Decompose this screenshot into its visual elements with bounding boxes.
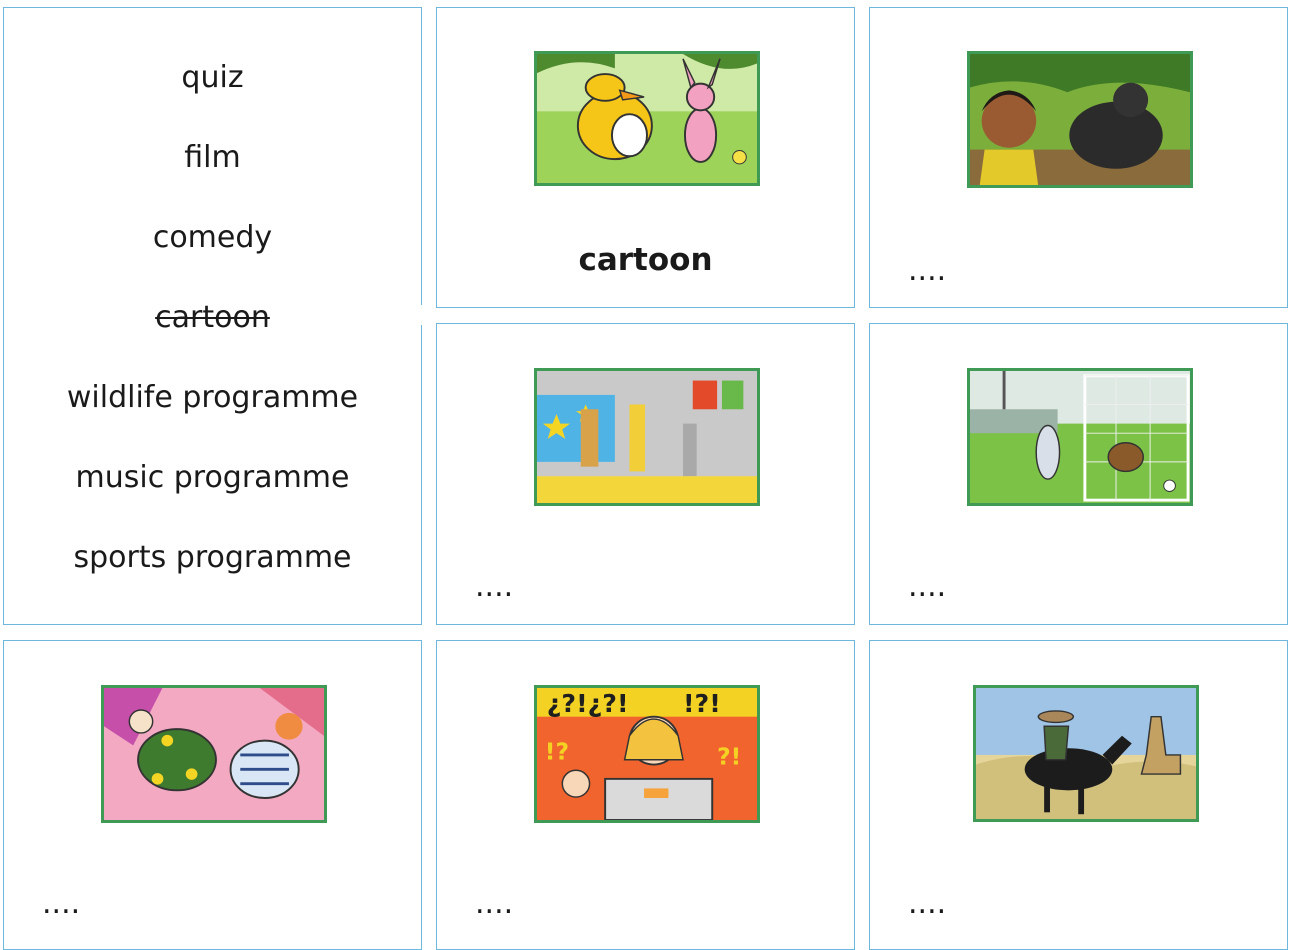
sports-picture (967, 368, 1193, 506)
answer-blank[interactable]: .... (908, 886, 947, 921)
word-bank-item: comedy (152, 220, 273, 255)
answer-blank[interactable]: .... (42, 886, 81, 921)
word-bank-item: sports programme (73, 540, 352, 575)
music-picture (534, 368, 760, 506)
word-bank-item: wildlife programme (66, 380, 359, 415)
card-music (436, 323, 855, 625)
svg-text:!?: !? (544, 739, 569, 766)
answer-blank[interactable]: .... (908, 253, 947, 288)
svg-text:¿?!¿?!: ¿?!¿?! (546, 689, 629, 718)
card-wildlife (869, 7, 1288, 308)
answer-blank[interactable]: .... (475, 569, 514, 604)
cartoon-picture (534, 51, 760, 186)
card-quiz (436, 640, 855, 950)
comedy-picture (101, 685, 327, 823)
answer-blank[interactable]: .... (908, 569, 947, 604)
word-bank-item: film (184, 140, 241, 175)
answer-blank[interactable]: .... (475, 886, 514, 921)
quiz-picture (534, 685, 760, 823)
word-bank-item: quiz (181, 60, 244, 95)
card-film (869, 640, 1288, 950)
wildlife-picture (967, 51, 1193, 188)
answer-text: cartoon (578, 242, 713, 278)
word-bank-item: music programme (75, 460, 350, 495)
svg-text:?!: ?! (717, 744, 742, 771)
card-sports (869, 323, 1288, 625)
word-bank-item-crossed: cartoon (155, 300, 270, 335)
card-cartoon (436, 7, 855, 308)
svg-text:!?!: !?! (683, 689, 721, 718)
film-picture (973, 685, 1199, 822)
card-comedy (3, 640, 422, 950)
word-bank-box (3, 7, 422, 625)
